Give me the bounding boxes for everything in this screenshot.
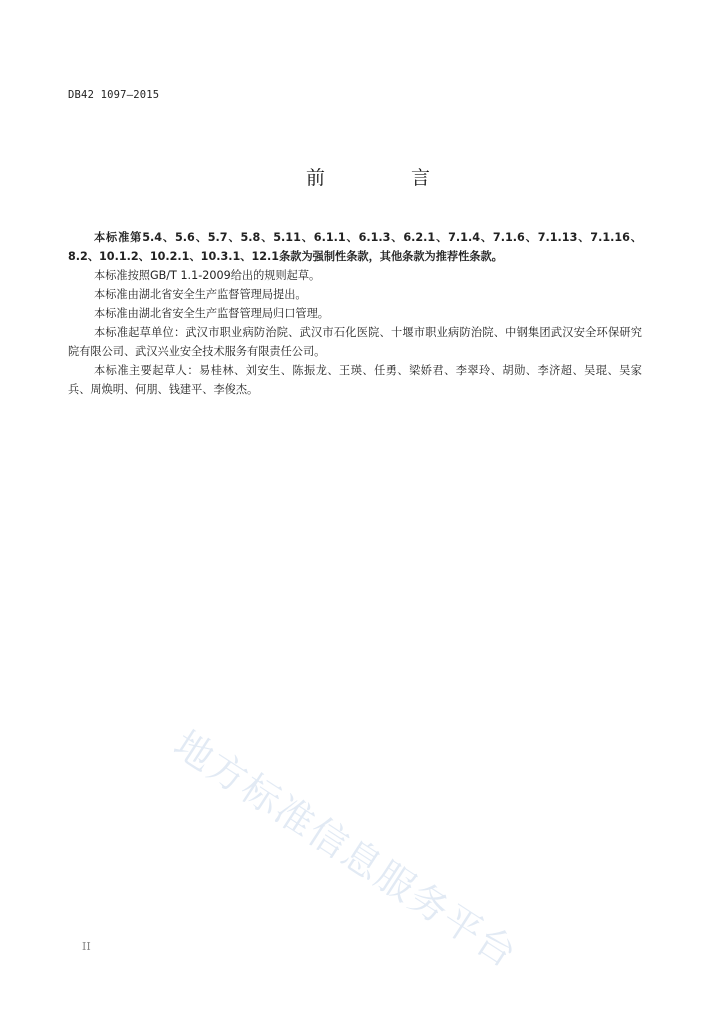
administration-paragraph: 本标准由湖北省安全生产监督管理局归口管理。 (94, 307, 329, 320)
standard-code-header: DB42 1097—2015 (68, 89, 160, 101)
foreword-body (68, 228, 642, 399)
section-title: 前 言 (305, 167, 471, 189)
mandatory-clauses-paragraph: 本标准第5.4、5.6、5.7、5.8、5.11、6.1.1、6.1.3、6.2.1、7.1.4、7.1.6、7.1.13、7.1.16、8.2、10.1.2、10.2.1、10.3.1、12.1条款为强制性条款，其他条款为推荐性条款。 (68, 231, 642, 263)
proposer-paragraph: 本标准由湖北省安全生产监督管理局提出。 (94, 288, 307, 301)
page-number: II (82, 940, 91, 953)
watermark-text: 地方标准信息服务平台 (166, 721, 526, 977)
drafting-rules-paragraph: 本标准按照GB/T 1.1-2009给出的规则起草。 (94, 269, 321, 282)
drafters-paragraph: 本标准主要起草人：易桂林、刘安生、陈振龙、王瑛、任勇、梁娇君、李翠玲、胡勋、李济超、吴琨、吴家兵、周焕明、何朋、钱建平、李俊杰。 (68, 364, 642, 396)
drafting-units-paragraph: 本标准起草单位：武汉市职业病防治院、武汉市石化医院、十堰市职业病防治院、中钢集团武汉安全环保研究院有限公司、武汉兴业安全技术服务有限责任公司。 (68, 326, 642, 358)
